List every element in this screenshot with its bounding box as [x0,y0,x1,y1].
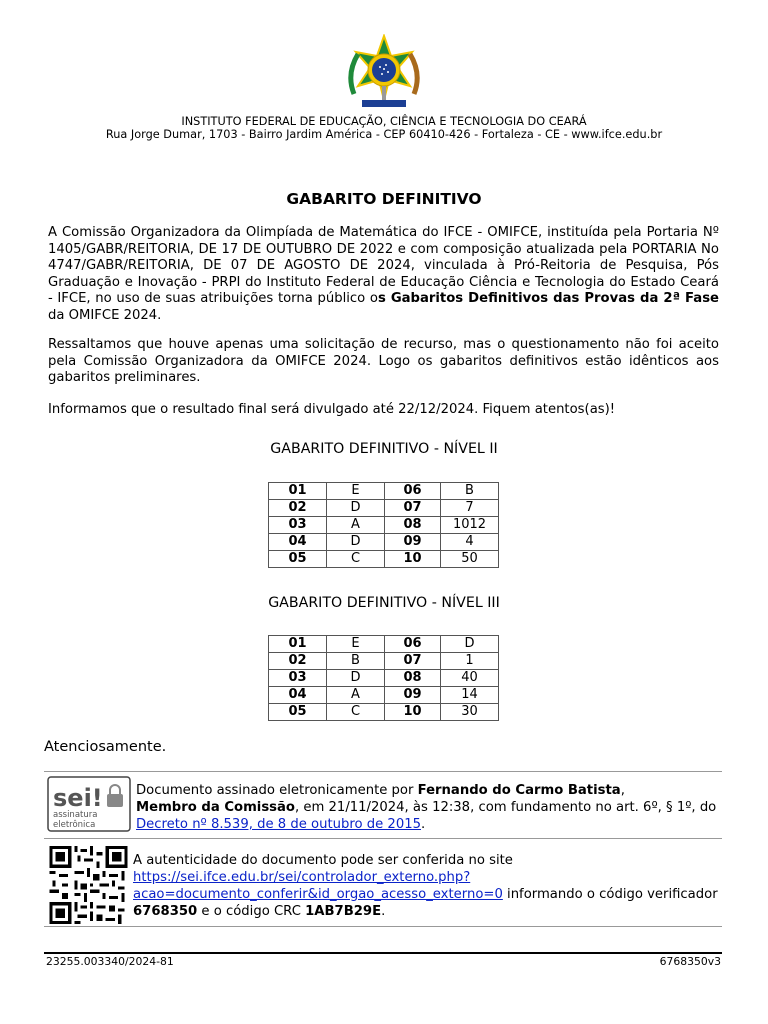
table-row [269,534,499,551]
divider [44,926,722,927]
question-number: 05 [269,551,327,568]
answer: D [327,534,385,551]
level-2-title: GABARITO DEFINITIVO - NÍVEL II [270,441,498,457]
answer: D [327,670,385,687]
seal-caption-2: eletrônica [53,820,96,830]
question-number: 01 [269,483,327,500]
document-version: 6768350v3 [659,955,721,968]
table-row [269,653,499,670]
answer: 1012 [441,517,499,534]
divider [44,771,722,772]
process-number: 23255.003340/2024-81 [46,955,174,968]
answer: 50 [441,551,499,568]
answer: E [327,636,385,653]
answer: 30 [441,704,499,721]
answer: 14 [441,687,499,704]
level-3-title: GABARITO DEFINITIVO - NÍVEL III [268,595,500,611]
closing-text: Atenciosamente. [44,739,167,755]
question-number: 10 [385,704,441,721]
question-number: 02 [269,653,327,670]
divider [44,838,722,839]
question-number: 04 [269,687,327,704]
answer: E [327,483,385,500]
question-number: 01 [269,636,327,653]
table-row [269,670,499,687]
signature-separator: , [620,783,625,798]
answer: A [327,517,385,534]
answer: B [327,653,385,670]
level-2-answer-table [268,482,499,568]
intro-bold-text: s Gabaritos Definitivos das Provas da 2ª Fase [377,291,719,307]
signature-text [136,782,720,833]
verification-link-line1[interactable]: https://sei.ifce.edu.br/sei/controlador_externo.php? [133,870,471,885]
question-number: 02 [269,500,327,517]
decree-link[interactable]: Decreto nº 8.539, de 8 de outubro de 2015 [136,817,421,832]
signer-name: Fernando do Carmo Batista [417,783,621,798]
question-number: 08 [385,670,441,687]
level-3-answer-table [268,635,499,721]
intro-text: A Comissão Organizadora da Olimpíada de Matemática do IFCE - OMIFCE, instituída pela Portaria Nº 1405/GABR/REITORIA, DE 17 DE OUTUBRO DE 2022 e com composição atualizada pela PORTARIA No 4747/GABR/REITORIA, DE 07 DE AGOSTO DE 2024, vinculada à Pró-Reitoria de Pesquisa, Pós Graduação e Inovação - PRPI do Instituto Federal de Educação Ciência e Tecnologia do Estado Ceará - IFCE, no uso de suas atribuições torna público o [48,225,719,307]
question-number: 07 [385,500,441,517]
question-number: 08 [385,517,441,534]
table-row [269,704,499,721]
question-number: 05 [269,704,327,721]
verification-link-line2[interactable]: acao=documento_conferir&id_orgao_acesso_externo=0 [133,887,503,902]
verifier-code: 6768350 [133,904,198,919]
answer: C [327,551,385,568]
answer: C [327,704,385,721]
appeal-paragraph: Ressaltamos que houve apenas uma solicitação de recurso, mas o questionamento não foi aceito pela Comissão Organizadora da OMIFCE 2024. Logo os gabaritos definitivos estão idênticos aos gabaritos preliminares. [48,337,719,386]
document-title: GABARITO DEFINITIVO [286,190,482,208]
signature-prefix: Documento assinado eletronicamente por [136,783,418,798]
signer-role: Membro da Comissão [136,800,295,815]
question-number: 06 [385,483,441,500]
answer: B [441,483,499,500]
answer: 40 [441,670,499,687]
table-row [269,636,499,653]
table-row [269,483,499,500]
seal-logo-text: sei! [53,784,103,812]
seal-caption-1: assinatura [53,810,98,820]
institution-name: INSTITUTO FEDERAL DE EDUCAÇÃO, CIÊNCIA E TECNOLOGIA DO CEARÁ [181,115,587,128]
authenticity-prefix: A autenticidade do documento pode ser conferida no site [133,853,513,868]
question-number: 10 [385,551,441,568]
answer: 4 [441,534,499,551]
coat-of-arms-icon [344,34,424,112]
table-row [269,687,499,704]
question-number: 03 [269,670,327,687]
answer: 7 [441,500,499,517]
authenticity-text [133,852,723,920]
intro-text-end: da OMIFCE 2024. [48,307,162,323]
footer-divider [44,952,722,954]
institution-address: Rua Jorge Dumar, 1703 - Bairro Jardim América - CEP 60410-426 - Fortaleza - CE - www.ifce.edu.br [105,128,663,141]
question-number: 07 [385,653,441,670]
question-number: 09 [385,534,441,551]
result-date-paragraph: Informamos que o resultado final será divulgado até 22/12/2024. Fiquem atentos(as)! [48,402,616,417]
table-row [269,517,499,534]
qr-code-icon[interactable] [47,846,130,924]
question-number: 04 [269,534,327,551]
crc-code: 1AB7B29E [305,904,382,919]
answer: D [327,500,385,517]
signature-end: . [421,817,426,832]
table-row [269,551,499,568]
sei-signature-seal-icon [47,776,131,832]
crc-label: e o código CRC [197,904,306,919]
authenticity-end: . [381,904,386,919]
intro-paragraph [48,225,719,325]
signature-date-text: , em 21/11/2024, às 12:38, com fundamento no art. 6º, § 1º, do [295,800,717,815]
answer: A [327,687,385,704]
answer: 1 [441,653,499,670]
question-number: 06 [385,636,441,653]
table-row [269,500,499,517]
answer: D [441,636,499,653]
question-number: 09 [385,687,441,704]
question-number: 03 [269,517,327,534]
authenticity-middle: informando o código verificador [502,887,718,902]
